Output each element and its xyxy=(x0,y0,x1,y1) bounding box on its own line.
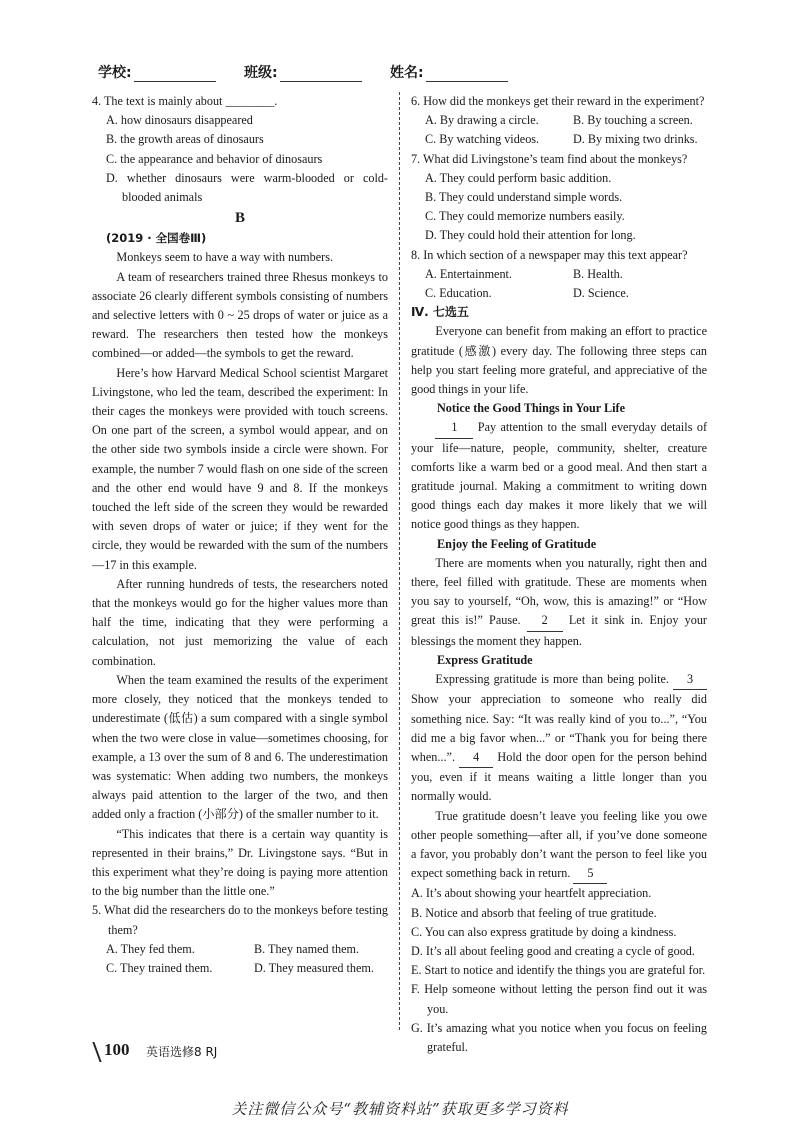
question-6-options-row xyxy=(411,111,707,130)
gratitude-paragraph-3 xyxy=(411,670,707,806)
question-7-option-c[interactable]: C. They could memorize numbers easily. xyxy=(425,209,625,224)
question-5-option-d[interactable]: D. They measured them. xyxy=(254,960,374,975)
choice-f[interactable]: F. Help someone without letting the person find out it was you. xyxy=(411,982,707,1016)
question-8-option-c[interactable]: C. Education. xyxy=(425,286,492,301)
question-5-option-b[interactable]: B. They named them. xyxy=(254,941,360,956)
footer-slash-mark xyxy=(92,1042,101,1062)
passage-paragraph: Monkeys seem to have a way with numbers. xyxy=(116,250,334,265)
class-field[interactable] xyxy=(244,62,362,82)
paragraph-4-text: True gratitude doesn’t leave you feeling like you owe other people something—after all, if you’ve done someone a favor, you probably don’t want the person to feel like you expect something back in return. xyxy=(411,808,707,881)
gratitude-paragraph-2 xyxy=(411,554,707,651)
page-number: 100 xyxy=(104,1040,130,1059)
section-iv-title: Ⅳ. 七选五 xyxy=(411,305,469,320)
question-8-options-row xyxy=(411,284,707,303)
question-8-option-b[interactable]: B. Health. xyxy=(573,266,623,281)
question-6-options-row xyxy=(411,130,707,149)
passage-paragraph: A team of researchers trained three Rhesus monkeys to associate 26 clearly different symbols consisting of numbers and selective letters with 0 ~ 25 drops of water or juice as a reward. The researchers then tested how the monkeys combined—or added—the symbols to get the reward. xyxy=(92,269,388,361)
question-6-option-a[interactable]: A. By drawing a circle. xyxy=(425,113,539,128)
gratitude-intro: Everyone can benefit from making an effort to practice gratitude (感激) every day. The following three steps can help you start feeling more grateful, and appreciative of the good things in your life. xyxy=(411,324,707,397)
blank-4[interactable]: 4 xyxy=(459,748,493,768)
blank-3[interactable]: 3 xyxy=(673,670,707,690)
student-info-header xyxy=(0,62,800,86)
paragraph-3-text-c: Hold the door open for the person behind you, even if it means waiting a little longer than you normally would. xyxy=(411,749,707,804)
school-field[interactable] xyxy=(98,62,216,82)
question-4-option-d[interactable]: D. whether dinosaurs were warm-blooded or cold-blooded animals xyxy=(106,170,388,205)
question-5-options-row xyxy=(92,959,388,978)
right-column xyxy=(411,92,707,1057)
question-7-stem: 7. What did Livingstone’s team find about the monkeys? xyxy=(411,151,688,166)
gratitude-paragraph-1 xyxy=(411,418,707,534)
question-8-options-row xyxy=(411,265,707,284)
class-blank[interactable] xyxy=(280,67,362,82)
choice-g[interactable]: G. It’s amazing what you notice when you focus on feeling grateful. xyxy=(411,1020,707,1054)
paragraph-3-text-b: Show your appreciation to someone who really did something nice. Say: “It was really kind of you to...”, “You did me a big favor when...” or “Thank you for being there when...”. xyxy=(411,692,707,764)
subheading-notice: Notice the Good Things in Your Life xyxy=(437,401,626,416)
subheading-express: Express Gratitude xyxy=(437,652,533,667)
passage-paragraph: Here’s how Harvard Medical School scientist Margaret Livingstone, who led the team, described the experiment: In their cages the monkeys were provided with touch screens. On one part of the screen, a symbol would appear, and on the other side two symbols inside a circle were shown. For example, the number 7 would flash on one side of the screen and the other end would have 9 and 8. If the monkeys touched the left side of the screen they would be rewarded with seven drops of water or juice; if they went for the circle, they would be rewarded with the sum of the numbers—17 in this example. xyxy=(92,365,388,572)
question-6-option-c[interactable]: C. By watching videos. xyxy=(425,132,540,147)
passage-paragraph: When the team examined the results of the experiment more closely, they noticed that the monkeys tended to underestimate (低估) a sum compared with a single symbol when the two were close in value—sometimes choosing, for example, a 13 over the sum of 8 and 6. The underestimation was systematic: When adding two numbers, the monkeys always paid attention to the larger of the two, and then added only a fraction (小部分) of the smaller number to it. xyxy=(92,672,388,822)
blank-1[interactable]: 1 xyxy=(435,418,473,438)
question-8-option-a[interactable]: A. Entertainment. xyxy=(425,266,512,281)
choice-e[interactable]: E. Start to notice and identify the things you are grateful for. xyxy=(411,963,706,978)
left-column xyxy=(92,92,388,978)
section-b-title: B xyxy=(234,210,245,227)
question-5-stem: 5. What did the researchers do to the monkeys before testing them? xyxy=(92,903,388,937)
passage-paragraph: After running hundreds of tests, the researchers noted that the monkeys would go for the higher values more than half the time, indicating that they were performing a calculation, not just memorizing the value of each combination. xyxy=(92,576,388,668)
question-5-option-a[interactable]: A. They fed them. xyxy=(106,941,195,956)
paragraph-2-text-b: Let it sink in. Enjoy your blessings the moment they happen. xyxy=(411,613,707,648)
question-7-option-b[interactable]: B. They could understand simple words. xyxy=(425,190,623,205)
gratitude-paragraph-4 xyxy=(411,807,707,885)
class-label: 班级: xyxy=(244,65,278,81)
passage-source: (2019 · 全国卷Ⅲ) xyxy=(106,231,207,246)
question-5-option-c[interactable]: C. They trained them. xyxy=(106,960,213,975)
question-8-stem: 8. In which section of a newspaper may this text appear? xyxy=(411,247,688,262)
column-divider xyxy=(399,92,400,1030)
question-7-option-d[interactable]: D. They could hold their attention for long. xyxy=(425,228,636,243)
name-blank[interactable] xyxy=(426,67,508,82)
passage-paragraph: “This indicates that there is a certain way quantity is represented in their brains,” Dr. Livingstone says. “But in this experiment what they’re doing is paying more attention to the big number than the little one.” xyxy=(92,826,388,899)
question-4-option-c[interactable]: C. the appearance and behavior of dinosaurs xyxy=(106,151,323,166)
book-title: 英语选修8 RJ xyxy=(146,1045,218,1059)
question-7-option-a[interactable]: A. They could perform basic addition. xyxy=(425,170,612,185)
paragraph-1-text: Pay attention to the small everyday details of your life—nature, people, community, shelter, creature comforts like a warm bed or a good meal. And then start a gratitude journal. Making a commitment to writing down good things each day makes it more likely that we will notice good things as they happen. xyxy=(411,420,707,532)
choice-a[interactable]: A. It’s about showing your heartfelt appreciation. xyxy=(411,886,652,901)
paragraph-2-text-a: There are moments when you naturally, right then and there, feel filled with gratitude. These are moments when you say to yourself, “Oh, wow, this is amazing!” or “How great this is!” Pause. xyxy=(411,555,707,628)
choice-c[interactable]: C. You can also express gratitude by doing a kindness. xyxy=(411,924,677,939)
choice-d[interactable]: D. It’s all about feeling good and creating a cycle of good. xyxy=(411,943,695,958)
question-4-stem: 4. The text is mainly about ________. xyxy=(92,94,278,108)
promo-banner: 关注微信公众号“教辅资料站”获取更多学习资料 xyxy=(231,1100,569,1118)
choice-b[interactable]: B. Notice and absorb that feeling of true gratitude. xyxy=(411,905,657,920)
blank-2[interactable]: 2 xyxy=(527,611,563,631)
name-label: 姓名: xyxy=(390,65,424,81)
blank-5[interactable]: 5 xyxy=(573,864,607,884)
question-6-option-d[interactable]: D. By mixing two drinks. xyxy=(573,132,698,147)
question-8-option-d[interactable]: D. Science. xyxy=(573,286,629,301)
question-6-option-b[interactable]: B. By touching a screen. xyxy=(573,113,693,128)
question-4-option-b[interactable]: B. the growth areas of dinosaurs xyxy=(106,132,264,147)
school-blank[interactable] xyxy=(134,67,216,82)
question-4-option-a[interactable]: A. how dinosaurs disappeared xyxy=(106,113,253,128)
school-label: 学校: xyxy=(98,65,132,81)
question-6-stem: 6. How did the monkeys get their reward in the experiment? xyxy=(411,94,705,108)
name-field[interactable] xyxy=(390,62,508,82)
subheading-enjoy: Enjoy the Feeling of Gratitude xyxy=(437,536,597,551)
paragraph-3-text-a: Expressing gratitude is more than being polite. xyxy=(435,672,673,687)
question-5-options-row xyxy=(92,940,388,959)
